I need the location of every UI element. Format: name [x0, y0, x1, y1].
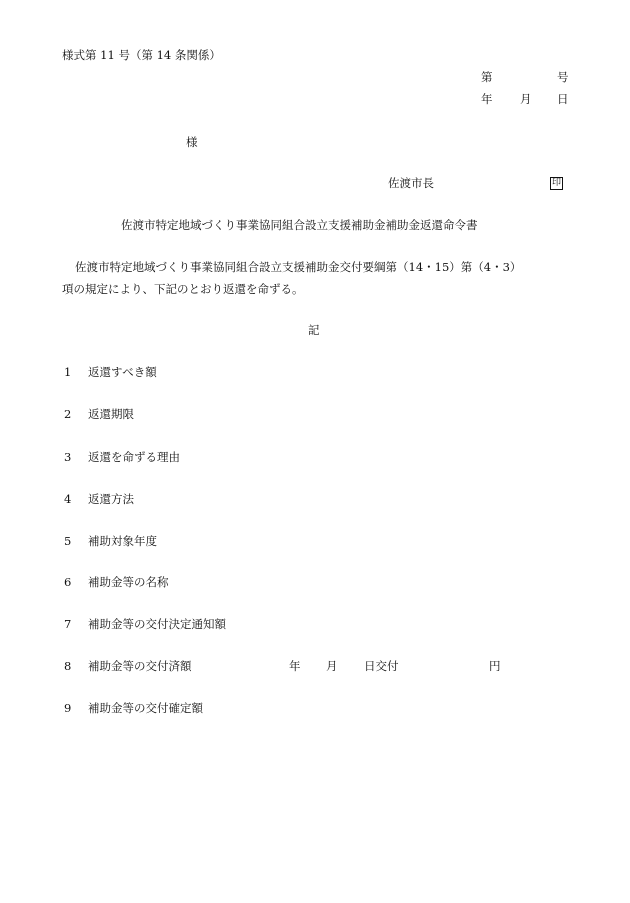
- list-item: [64, 661, 192, 673]
- date-year-label: 年: [481, 92, 493, 106]
- list-item-number: 2: [64, 407, 72, 421]
- list-item: [64, 367, 157, 379]
- ki-heading: 記: [308, 323, 320, 337]
- list-item-label: 返還方法: [88, 492, 134, 506]
- issued-amount-yen-label: 円: [489, 659, 501, 673]
- list-item-label: 補助金等の交付決定通知額: [88, 617, 226, 631]
- list-item-label: 補助金等の名称: [88, 575, 169, 589]
- issued-month-label: 月: [326, 659, 338, 673]
- list-item-number: 4: [64, 492, 72, 506]
- list-item-number: 1: [64, 365, 72, 379]
- list-item: [64, 409, 134, 421]
- list-item: [64, 452, 180, 464]
- list-item-number: 3: [64, 450, 72, 464]
- list-item: [64, 619, 226, 631]
- list-item-number: 9: [64, 701, 72, 715]
- issued-day-label: 日交付: [364, 659, 399, 673]
- document-number-suffix: 号: [557, 70, 569, 84]
- date-day-label: 日: [557, 92, 569, 106]
- issuer-title: 佐渡市長: [388, 176, 434, 190]
- list-item-number: 7: [64, 617, 72, 631]
- form-number: 様式第 11 号（第 14 条関係）: [62, 48, 221, 62]
- list-item-number: 8: [64, 659, 72, 673]
- list-item-label: 補助金等の交付済額: [88, 659, 192, 673]
- list-item: [64, 536, 157, 548]
- document-number-prefix: 第: [481, 70, 493, 84]
- seal-mark: 印: [551, 178, 561, 188]
- body-text-line-2: 項の規定により、下記のとおり返還を命ずる。: [62, 282, 304, 296]
- body-text-line-1: 佐渡市特定地域づくり事業協同組合設立支援補助金交付要綱第（14・15）第（4・3）: [75, 260, 522, 274]
- list-item-label: 返還すべき額: [88, 365, 157, 379]
- document-title: 佐渡市特定地域づくり事業協同組合設立支援補助金補助金返還命令書: [121, 218, 478, 232]
- list-item-label: 補助対象年度: [88, 534, 157, 548]
- list-item: [64, 703, 203, 715]
- list-item: [64, 494, 134, 506]
- list-item-number: 6: [64, 575, 72, 589]
- list-item-label: 返還を命ずる理由: [88, 450, 180, 464]
- list-item-label: 補助金等の交付確定額: [88, 701, 203, 715]
- addressee-honorific: 様: [186, 135, 198, 149]
- date-month-label: 月: [520, 92, 532, 106]
- list-item: [64, 577, 169, 589]
- issued-year-label: 年: [289, 659, 301, 673]
- list-item-label: 返還期限: [88, 407, 134, 421]
- list-item-number: 5: [64, 534, 72, 548]
